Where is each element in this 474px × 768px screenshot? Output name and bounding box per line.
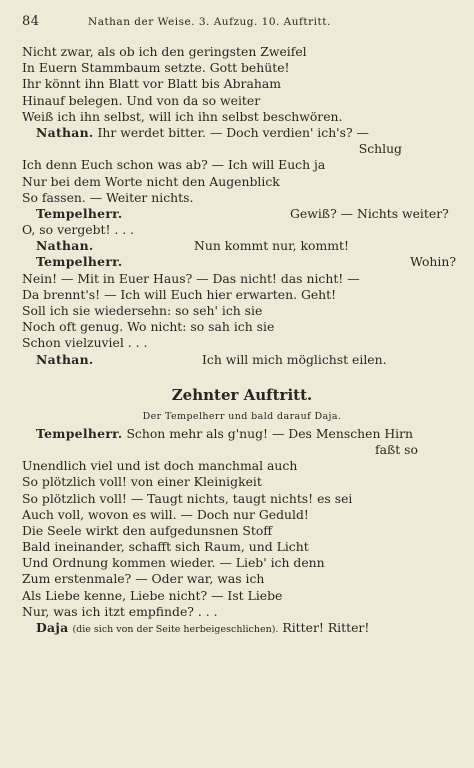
verse-line: O, so vergebt! . . .	[22, 222, 135, 238]
dialogue-text: Wohin?	[410, 254, 456, 270]
speaker-name: Nathan.	[36, 238, 94, 254]
stage-direction: (die sich von der Seite herbeigeschlichen).	[72, 624, 279, 635]
dialogue-line	[22, 352, 462, 368]
dialogue-line	[22, 238, 462, 254]
verse-line: Auch voll, wovon es will. — Doch nur Geduld!	[22, 506, 309, 522]
scene-title: Zehnter Auftritt.	[171, 385, 313, 404]
verse-line: Nur bei dem Worte nicht den Augenblick	[22, 173, 280, 189]
speaker-name: Nathan.	[36, 351, 94, 367]
verse-line: Die Seele wirkt den aufgedunsnen Stoff	[22, 522, 273, 538]
verse-line: Nur, was ich itzt empfinde? . . .	[22, 603, 218, 619]
dialogue-line	[22, 426, 462, 442]
page-number: 84	[22, 14, 40, 29]
dialogue-line	[22, 254, 462, 270]
dialogue-line	[22, 620, 462, 636]
speaker-name: Tempelherr.	[36, 205, 123, 221]
dialogue-text: Schon mehr als g'nug! — Des Menschen Hirn	[126, 425, 414, 441]
verse-line: Schon vielzuviel . . .	[22, 335, 148, 351]
page-header	[22, 14, 462, 34]
verse-line: Hinauf belegen. Und von da so weiter	[22, 92, 261, 108]
verse-line	[22, 442, 462, 458]
running-title: Nathan der Weise. 3. Aufzug. 10. Auftritt.	[88, 16, 331, 28]
verse-line: So fassen. — Weiter nichts.	[22, 189, 194, 205]
verse-line: So plötzlich voll! von einer Kleinigkeit	[22, 474, 262, 490]
speaker-name: Daja	[36, 620, 69, 635]
speaker-name: Nathan.	[36, 124, 94, 140]
verse-line: Als Liebe kenne, Liebe nicht? — Ist Liebe	[22, 587, 283, 603]
dialogue-text: Ich will mich möglichst eilen.	[202, 351, 387, 367]
dialogue-text: Gewiß? — Nichts weiter?	[290, 205, 449, 221]
verse-line: So plötzlich voll! — Taugt nichts, taugt nichts! es sei	[22, 490, 353, 506]
dialogue-text: Ihr werdet bitter. — Doch verdien' ich's? —	[97, 124, 369, 140]
page-body	[22, 44, 462, 636]
verse-line: Ihr könnt ihn Blatt vor Blatt bis Abraham	[22, 76, 281, 92]
verse-line: Weiß ich ihn selbst, will ich ihn selbst beschwören.	[22, 108, 343, 124]
verse-line: Unendlich viel und ist doch manchmal auch	[22, 458, 298, 474]
dialogue-text: Nun kommt nur, kommt!	[194, 238, 349, 254]
dialogue-line	[22, 125, 462, 141]
speaker-name: Tempelherr.	[36, 254, 123, 270]
verse-fragment: Schlug	[358, 141, 402, 157]
verse-line	[22, 141, 462, 157]
verse-line: Und Ordnung kommen wieder. — Lieb' ich denn	[22, 555, 325, 571]
verse-line: Bald ineinander, schafft sich Raum, und Licht	[22, 539, 309, 555]
verse-line: Noch oft genug. Wo nicht: so sah ich sie	[22, 319, 275, 335]
verse-line: Nicht zwar, als ob ich den geringsten Zweifel	[22, 44, 307, 59]
verse-line: Soll ich sie wiedersehn: so seh' ich sie	[22, 303, 263, 318]
dialogue-line	[22, 206, 462, 222]
verse-line: Ich denn Euch schon was ab? — Ich will Euch ja	[22, 157, 326, 173]
speaker-name: Tempelherr.	[36, 425, 123, 441]
verse-line: Nein! — Mit in Euer Haus? — Das nicht! das nicht! —	[22, 270, 360, 286]
verse-fragment: faßt so	[375, 441, 418, 457]
dialogue-text: Ritter! Ritter!	[282, 620, 370, 635]
verse-line: Da brennt's! — Ich will Euch hier erwarten. Geht!	[22, 286, 337, 302]
verse-line: Zum erstenmale? — Oder war, was ich	[22, 571, 265, 587]
verse-line: In Euern Stammbaum setzte. Gott behüte!	[22, 60, 290, 76]
scene-subtitle: Der Tempelherr und bald darauf Daja.	[142, 410, 342, 422]
